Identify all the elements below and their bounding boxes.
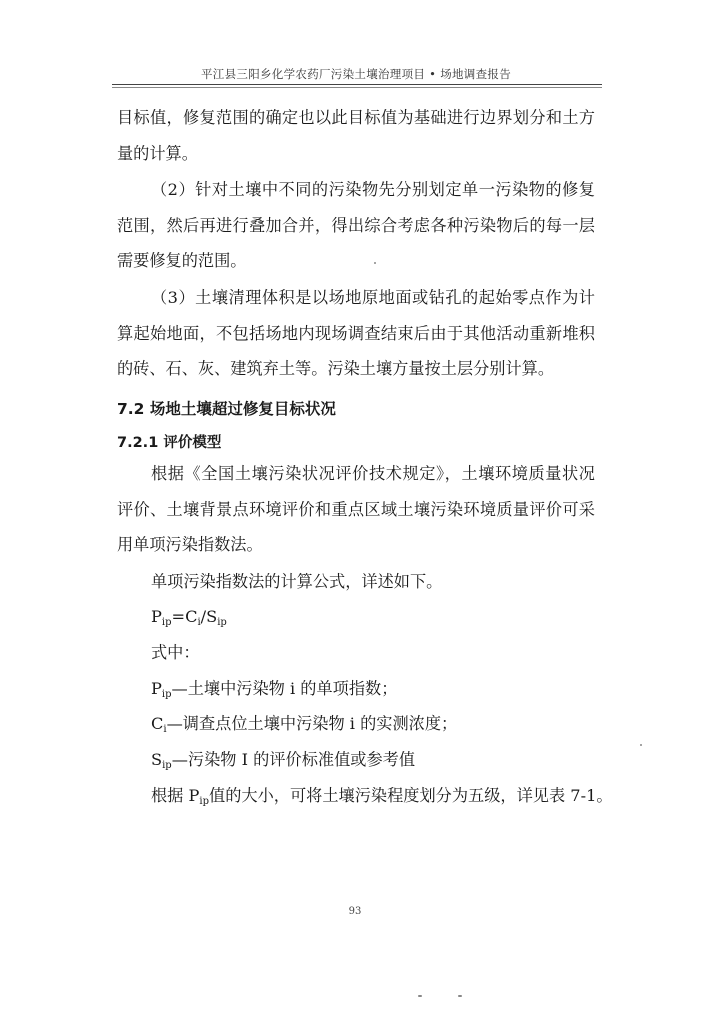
paragraph-4: 根据《全国土壤污染状况评价技术规定》，土壤环境质量状况评价、土壤背景点环境评价和重点区域土壤污染环境质量评价可采用单项污染指数法。: [117, 464, 595, 554]
scan-speck: [418, 995, 422, 997]
paragraph-6: [151, 786, 613, 812]
definition-pip: [151, 679, 397, 705]
def3-text: —污染物 I 的评价标准值或参考值: [171, 750, 416, 769]
formula-s-sub: ip: [217, 617, 227, 628]
page-number: 93: [348, 906, 362, 917]
para6-pre: 根据 P: [151, 786, 200, 805]
formula-slash: /S: [200, 607, 218, 626]
subsection-heading-7-2-1: 7.2.1 评价模型: [117, 435, 222, 451]
scan-speck: [374, 262, 376, 264]
section-heading-7-2: 7.2 场地土壤超过修复目标状况: [117, 400, 336, 418]
def1-symbol: P: [151, 679, 162, 698]
def3-sub: ip: [162, 760, 172, 771]
formula: [151, 607, 227, 633]
scan-speck: [640, 744, 642, 746]
def2-text: —调查点位土壤中污染物 i 的实测浓度；: [166, 714, 458, 733]
header-text: 平江县三阳乡化学农药厂污染土壤治理项目 • 场地调查报告: [201, 67, 511, 81]
definition-ci: [151, 714, 457, 740]
def2-symbol: C: [151, 714, 164, 733]
paragraph-5: 单项污染指数法的计算公式，详述如下。: [151, 572, 443, 591]
para6-sub: ip: [199, 796, 210, 807]
formula-c-sub: i: [197, 617, 201, 628]
paragraph-3: （3）土壤清理体积是以场地原地面或钻孔的起始零点作为计算起始地面，不包括场地内现场调查结束后由于其他活动重新堆积的砖、石、灰、建筑弃土等。污染土壤方量按土层分别计算。: [117, 288, 595, 378]
def3-symbol: S: [151, 750, 163, 769]
def2-sub: i: [163, 724, 167, 735]
header-rule: [112, 84, 602, 85]
paragraph-2: （2）针对土壤中不同的污染物先分别划定单一污染物的修复范围，然后再进行叠加合并，得出综合考虑各种污染物后的每一层需要修复的范围。: [117, 180, 595, 270]
formula-p: P: [151, 607, 162, 626]
scan-speck: [458, 995, 462, 997]
def1-sub: ip: [161, 689, 172, 700]
paragraph-1: 目标值，修复范围的确定也以此目标值为基础进行边界划分和土方量的计算。: [117, 108, 595, 163]
where-label: 式中：: [151, 643, 200, 662]
formula-p-sub: ip: [161, 617, 172, 628]
para6-post: 值的大小，可将土壤污染程度划分为五级，详见表 7-1。: [209, 786, 613, 805]
formula-eq: =C: [171, 607, 198, 626]
definition-sip: [151, 750, 415, 776]
header-rule-thin: [112, 87, 602, 88]
def1-text: —土壤中污染物 i 的单项指数；: [171, 679, 398, 698]
